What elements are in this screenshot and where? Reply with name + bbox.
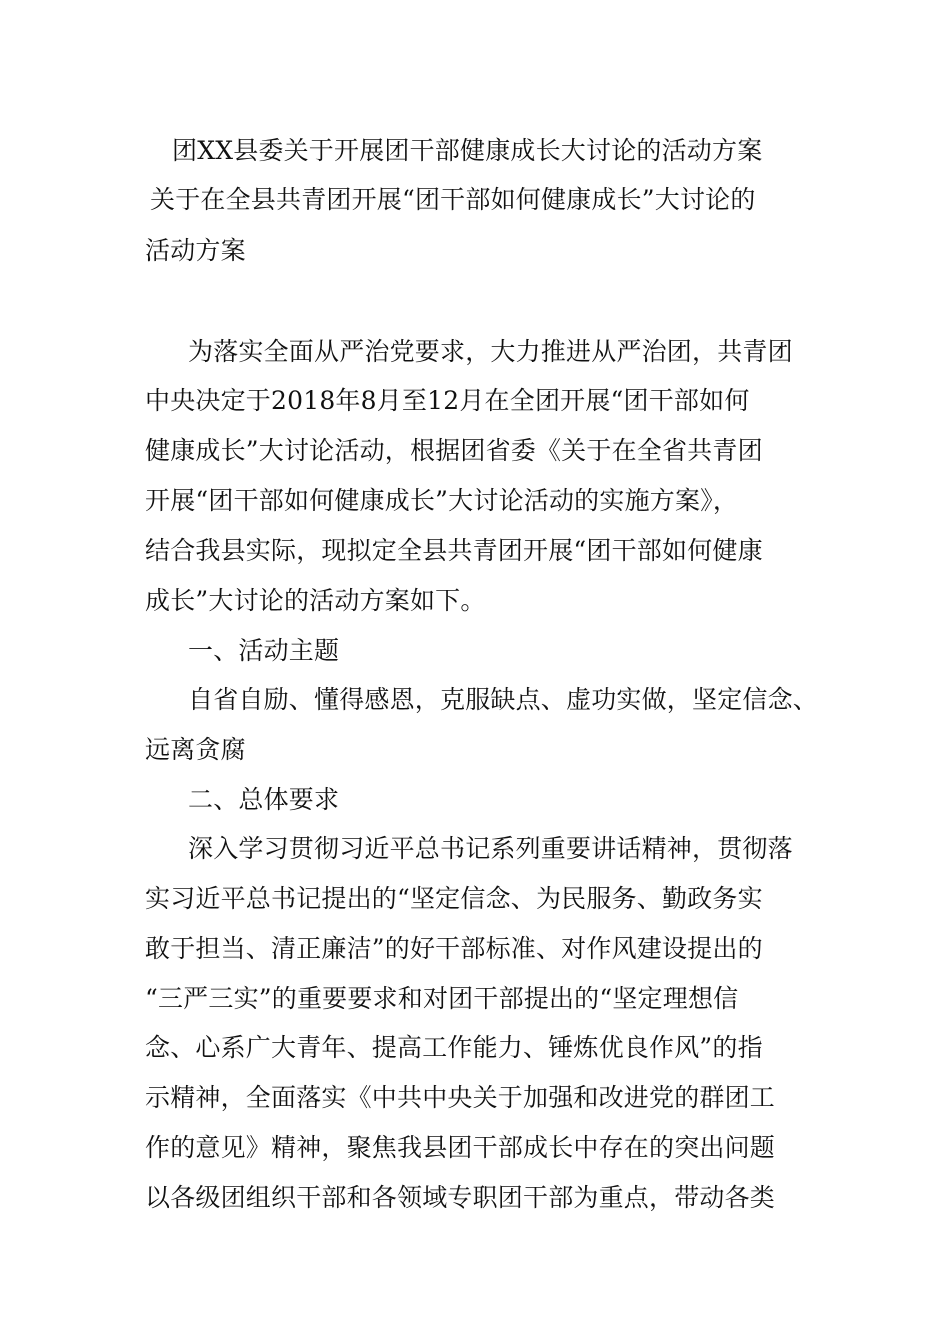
body-line: 健康成长”大讨论活动，根据团省委《关于在全省共青团 [145,436,763,465]
subtitle-line: 活动方案 [145,236,246,265]
subtitle-line: 关于在全县共青团开展“团干部如何健康成长”大讨论的 [150,185,756,214]
body-line: 成长”大讨论的活动方案如下。 [145,586,486,615]
section-heading: 二、总体要求 [188,785,340,814]
body-line: 示精神，全面落实《中共中央关于加强和改进党的群团工 [145,1083,776,1112]
body-line: 远离贪腐 [145,735,246,764]
body-line: 结合我县实际，现拟定全县共青团开展“团干部如何健康 [145,536,763,565]
body-line: 自省自励、懂得感恩，克服缺点、虚功实做，坚定信念、 [188,685,819,714]
body-line: 开展“团干部如何健康成长”大讨论活动的实施方案》， [145,486,739,515]
document-title: 团XX县委关于开展团干部健康成长大讨论的活动方案 [172,136,763,165]
body-line: 为落实全面从严治党要求，大力推进从严治团，共青团 [188,337,793,366]
body-line: 实习近平总书记提出的“坚定信念、为民服务、勤政务实 [145,884,763,913]
body-line: “三严三实”的重要要求和对团干部提出的“坚定理想信 [145,984,739,1013]
body-line: 以各级团组织干部和各领域专职团干部为重点，带动各类 [145,1183,776,1212]
body-line: 深入学习贯彻习近平总书记系列重要讲话精神，贯彻落 [188,834,793,863]
body-line: 念、心系广大青年、提高工作能力、锤炼优良作风”的指 [145,1033,763,1062]
body-line: 作的意见》精神，聚焦我县团干部成长中存在的突出问题 [145,1133,776,1162]
section-heading: 一、活动主题 [188,636,340,665]
body-line: 中央决定于2018年8月至12月在全团开展“团干部如何 [145,386,750,415]
body-line: 敢于担当、清正廉洁”的好干部标准、对作风建设提出的 [145,934,763,963]
